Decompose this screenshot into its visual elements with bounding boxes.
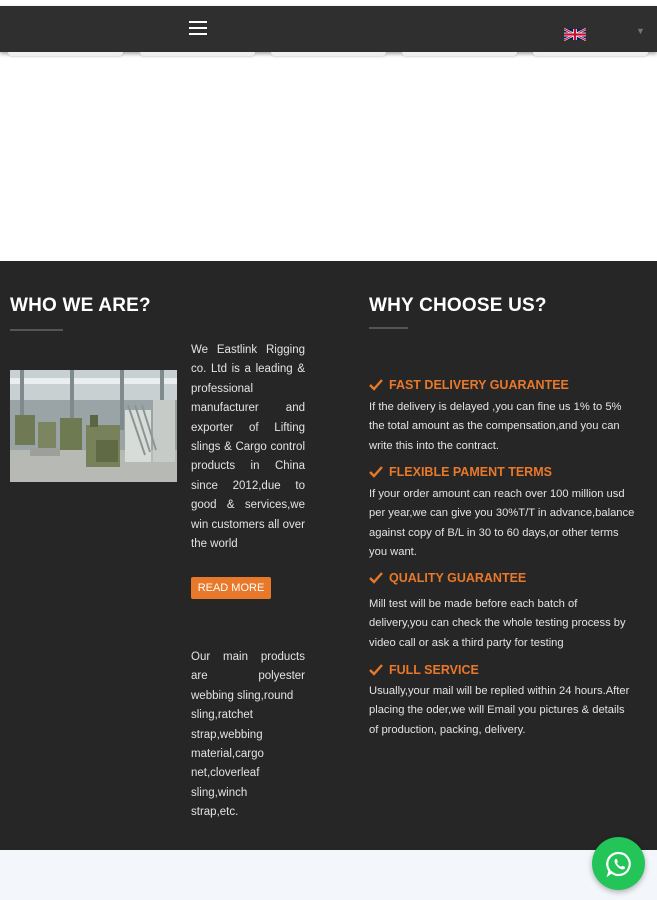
feature-line: placing the oder,we will Email you pictures & details	[369, 704, 625, 717]
feature-description	[369, 485, 657, 563]
feature-line: you want.	[369, 546, 417, 559]
feature-title: FLEXIBLE PAMENT TERMS	[389, 465, 552, 479]
feature-line: per year,we can give you 30%T/T in advance,balance	[369, 507, 635, 520]
feature-heading	[369, 663, 479, 677]
tab-edge	[533, 52, 648, 56]
tab-strip	[0, 52, 657, 58]
feature-line: Mill test will be made before each batch of	[369, 598, 578, 610]
check-icon	[369, 664, 383, 676]
check-icon	[369, 379, 383, 391]
factory-photo	[10, 370, 177, 482]
feature-heading	[369, 465, 552, 479]
whatsapp-icon	[605, 850, 633, 878]
feature-line: If the delivery is delayed ,you can fine us 1% to 5%	[369, 401, 622, 413]
main-products-text	[191, 648, 305, 823]
tab-edge	[140, 52, 255, 56]
company-intro-text: We Eastlink Rigging co. Ltd is a leading & professional manufacturer and exporter of Lifting slings & Cargo control products in China since 2012,due to good & services,we win customers all over the world	[191, 344, 305, 551]
title-underline	[10, 329, 63, 331]
feature-heading	[369, 378, 569, 392]
read-more-button[interactable]: READ MORE	[191, 577, 271, 599]
feature-line: write this into the contract.	[369, 439, 499, 452]
feature-line: of production, packing, delivery.	[369, 723, 526, 736]
products-line: net,cloverleaf	[191, 767, 260, 780]
feature-line: video call or ask a third party for testing	[369, 636, 564, 649]
feature-title: FAST DELIVERY GUARANTEE	[389, 378, 569, 392]
products-line: strap,etc.	[191, 806, 239, 819]
products-line: Our main products	[191, 651, 305, 663]
feature-heading	[369, 571, 526, 585]
uk-flag-icon[interactable]	[564, 27, 586, 42]
language-dropdown-icon[interactable]: ▼	[636, 26, 645, 36]
tab-edge	[402, 52, 517, 56]
tab-edge	[271, 52, 386, 56]
products-line: webbing sling,round	[191, 689, 294, 702]
footer-band	[0, 850, 657, 900]
feature-line: delivery,you can check the whole testing process by	[369, 617, 626, 630]
check-icon	[369, 572, 383, 584]
products-line: are polyester	[191, 670, 305, 683]
hamburger-icon[interactable]	[189, 21, 207, 35]
feature-title: FULL SERVICE	[389, 663, 479, 677]
tab-edge	[8, 52, 123, 56]
title-underline	[369, 327, 408, 329]
products-line: sling,winch	[191, 786, 248, 799]
feature-description	[369, 682, 657, 740]
why-choose-us-title: WHY CHOOSE US?	[369, 295, 547, 316]
feature-line: against copy of B/L in 30 to 60 days,or other terms	[369, 526, 619, 539]
feature-line: Usually,your mail will be replied within 24 hours.After	[369, 685, 630, 697]
whatsapp-button[interactable]	[592, 837, 645, 890]
products-line: material,cargo	[191, 748, 264, 761]
products-line: sling,ratchet	[191, 709, 254, 722]
feature-line: If your order amount can reach over 100 million usd	[369, 488, 625, 500]
products-line: strap,webbing	[191, 728, 263, 741]
feature-description	[369, 398, 657, 456]
check-icon	[369, 466, 383, 478]
who-we-are-title: WHO WE ARE?	[10, 295, 151, 316]
feature-description	[369, 595, 657, 653]
feature-title: QUALITY GUARANTEE	[389, 571, 527, 585]
about-section	[0, 261, 657, 850]
top-navbar	[0, 6, 657, 52]
feature-line: the total amount as the compensation,and you can	[369, 420, 620, 433]
